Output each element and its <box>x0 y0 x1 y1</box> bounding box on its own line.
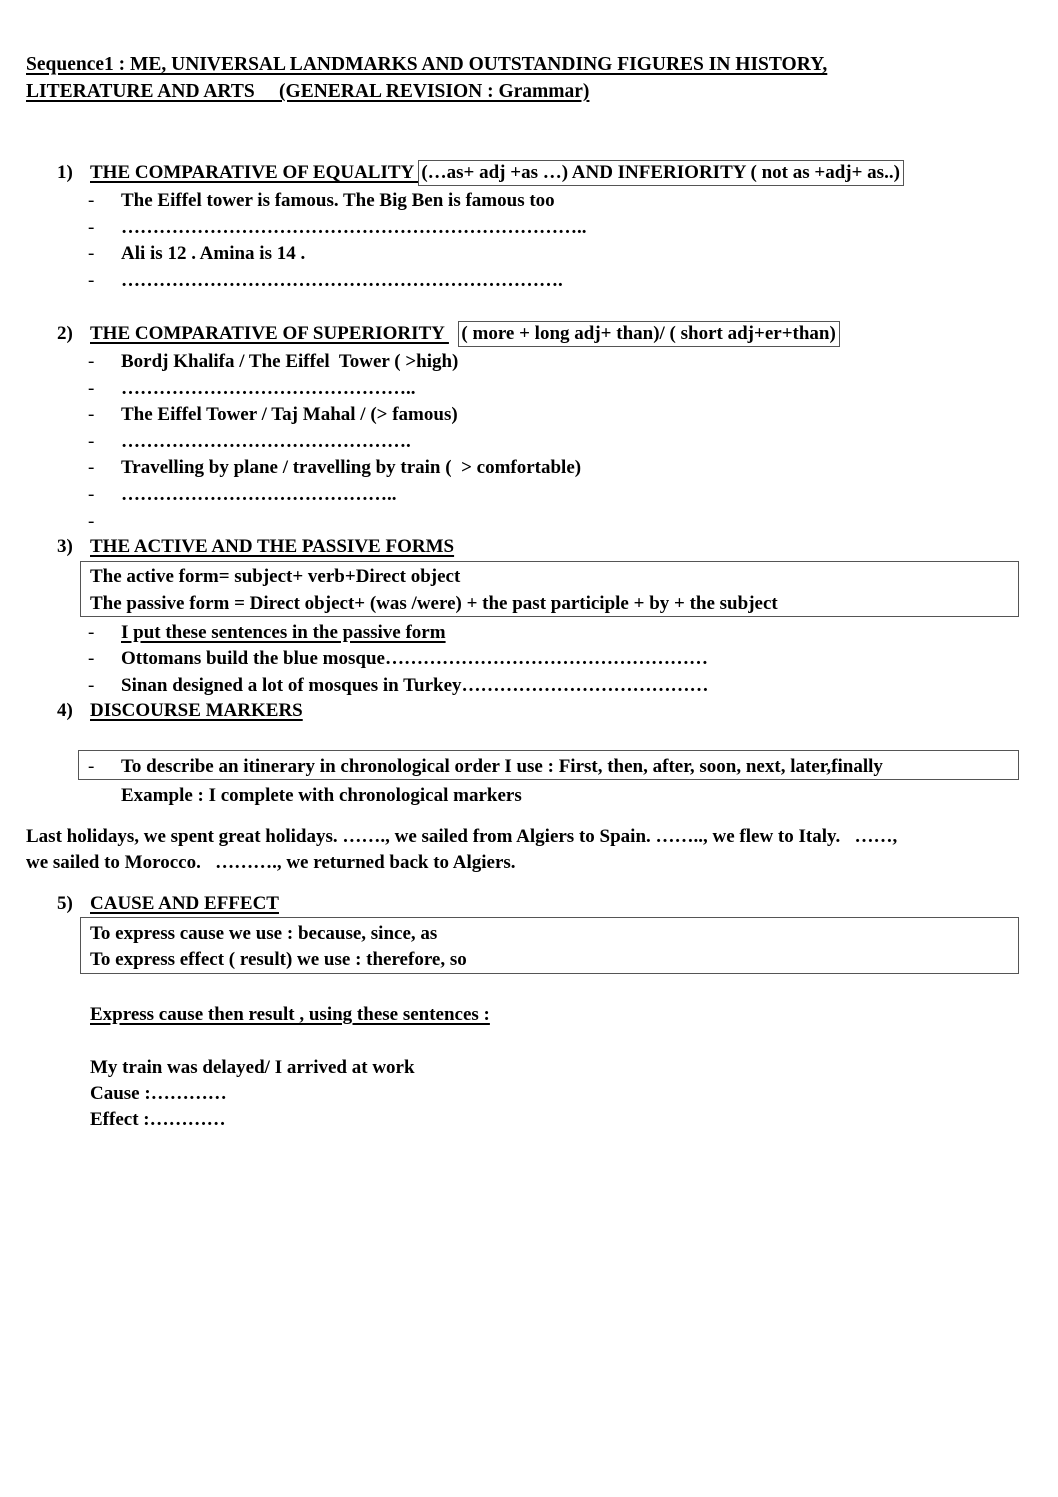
list-dash: - <box>88 217 95 238</box>
instruction: Express cause then result , using these sentences : <box>90 1004 490 1025</box>
rule-text: To describe an itinerary in chronological order I use : First, then, after, soon, next, later,finally <box>121 756 883 777</box>
list-item: Travelling by plane / travelling by train ( > comfortable) <box>121 457 582 478</box>
section-number: 1) <box>57 162 73 183</box>
section-number: 3) <box>57 536 73 557</box>
rule-effect: To express effect ( result) we use : therefore, so <box>90 949 467 970</box>
rule-box <box>78 750 1019 780</box>
section-heading: THE ACTIVE AND THE PASSIVE FORMS <box>90 536 455 557</box>
answer-blank: ………………………………………. <box>121 431 411 452</box>
section-heading <box>90 163 904 182</box>
section-number: 2) <box>57 323 73 344</box>
list-dash: - <box>88 431 95 452</box>
section-heading: CAUSE AND EFFECT <box>90 893 279 914</box>
list-dash: - <box>88 648 95 669</box>
list-dash: - <box>88 756 95 777</box>
exercise-sentence: My train was delayed/ I arrived at work <box>90 1057 415 1078</box>
rule-box: ( more + long adj+ than)/ ( short adj+er+than) <box>458 321 839 347</box>
list-dash: - <box>88 243 95 264</box>
document-title-line1: Sequence1 : ME, UNIVERSAL LANDMARKS AND OUTSTANDING FIGURES IN HISTORY, <box>26 54 828 75</box>
list-dash: - <box>88 190 95 211</box>
instruction: I put these sentences in the passive form <box>121 622 446 643</box>
section-heading <box>90 324 840 343</box>
list-item: The Eiffel Tower / Taj Mahal / (> famous) <box>121 404 458 425</box>
list-item: Ottomans build the blue mosque…………………………………………… <box>121 648 708 669</box>
paragraph-line2: we sailed to Morocco. ………., we returned back to Algiers. <box>26 852 516 873</box>
answer-blank: ……………………………………………………………. <box>121 270 563 291</box>
cause-blank: Cause :………… <box>90 1083 227 1104</box>
list-dash: - <box>88 404 95 425</box>
rule-box: (…as+ adj +as …) AND INFERIORITY ( not as +adj+ as..) <box>418 160 904 186</box>
rule-active: The active form= subject+ verb+Direct object <box>90 566 461 587</box>
answer-blank: ……………………………………………………………….. <box>121 217 587 238</box>
list-item: Sinan designed a lot of mosques in Turkey………………………………… <box>121 675 709 696</box>
section-heading-text: THE COMPARATIVE OF EQUALITY <box>90 162 419 183</box>
document-title-line2: LITERATURE AND ARTS (GENERAL REVISION : Grammar) <box>26 81 590 102</box>
rule-cause: To express cause we use : because, since, as <box>90 923 438 944</box>
section-number: 4) <box>57 700 73 721</box>
list-dash: - <box>88 457 95 478</box>
list-dash: - <box>88 622 95 643</box>
list-dash: - <box>88 351 95 372</box>
list-item: Bordj Khalifa / The Eiffel Tower ( >high) <box>121 351 459 372</box>
section-heading-text: THE COMPARATIVE OF SUPERIORITY <box>90 323 449 344</box>
list-dash: - <box>88 675 95 696</box>
list-dash: - <box>88 378 95 399</box>
answer-blank: ……………………………………….. <box>121 378 416 399</box>
list-item: Ali is 12 . Amina is 14 . <box>121 243 306 264</box>
section-number: 5) <box>57 893 73 914</box>
rule-passive: The passive form = Direct object+ (was /were) + the past participle + by + the subject <box>90 593 778 614</box>
list-item: The Eiffel tower is famous. The Big Ben is famous too <box>121 190 555 211</box>
example-label: Example : I complete with chronological markers <box>121 785 522 806</box>
list-dash: - <box>88 270 95 291</box>
list-dash: - <box>88 511 95 532</box>
effect-blank: Effect :………… <box>90 1109 226 1130</box>
rule-box <box>80 917 1019 974</box>
section-heading: DISCOURSE MARKERS <box>90 700 303 721</box>
list-dash: - <box>88 484 95 505</box>
rule-box <box>80 561 1019 617</box>
paragraph-line1: Last holidays, we spent great holidays. ……., we sailed from Algiers to Spain. …….., we flew to Italy. ……, <box>26 826 898 847</box>
answer-blank: …………………………………….. <box>121 484 397 505</box>
